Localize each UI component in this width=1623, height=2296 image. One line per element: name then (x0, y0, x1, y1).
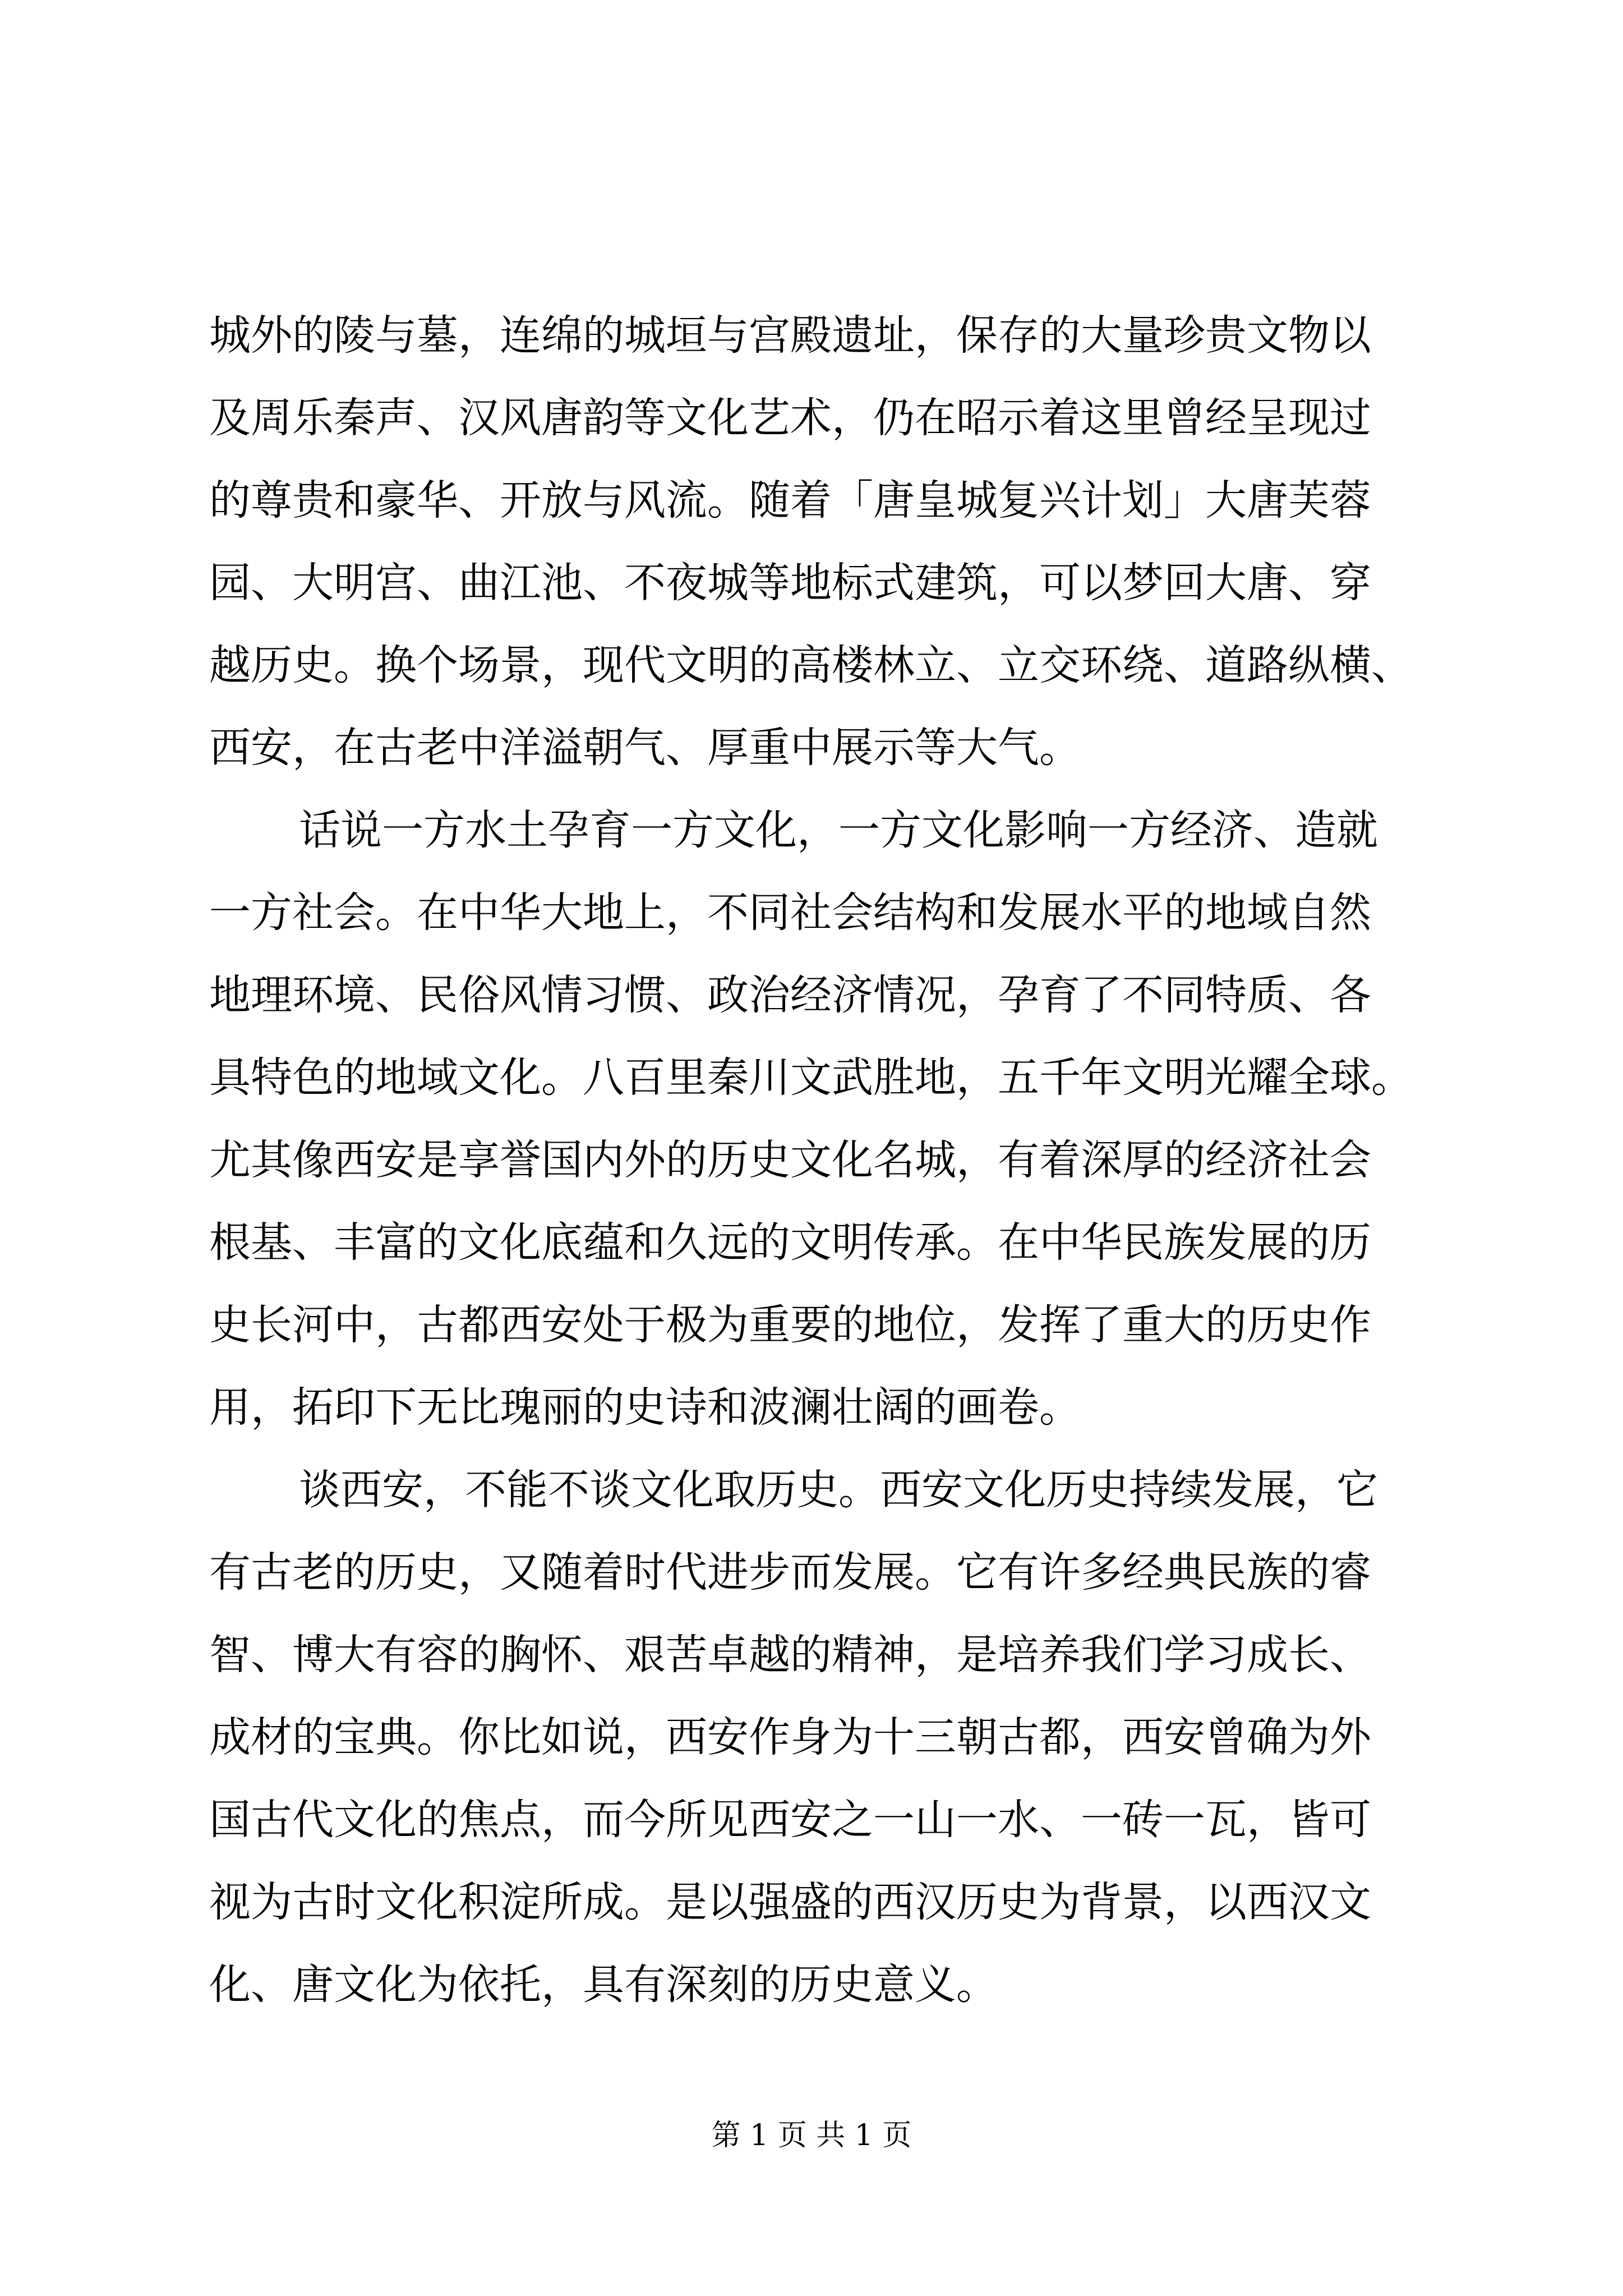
text-line: 化、唐文化为依托，具有深刻的历史意义。 (209, 1961, 998, 2009)
document-body (209, 295, 1415, 2026)
text-line: 西安，在古老中洋溢朝气、厚重中展示等大气。 (209, 724, 1081, 772)
text-line: 越历史。换个场景，现代文明的高楼林立、立交环绕、道路纵横、 (209, 641, 1413, 689)
text-line: 的尊贵和豪华、开放与风流。随着「唐皇城复兴计划」大唐芙蓉 (209, 476, 1371, 524)
page-footer: 第 1 页 共 1 页 (711, 2119, 912, 2152)
text-line: 具特色的地域文化。八百里秦川文武胜地，五千年文明光耀全球。 (209, 1053, 1413, 1102)
text-line: 智、博大有容的胸怀、艰苦卓越的精神，是培养我们学习成长、 (209, 1631, 1371, 1679)
text-line: 城外的陵与墓，连绵的城垣与宫殿遗址，保存的大量珍贵文物以 (209, 311, 1371, 360)
text-line: 有古老的历史，又随着时代进步而发展。它有许多经典民族的睿 (209, 1548, 1371, 1596)
text-line: 史长河中，古都西安处于极为重要的地位，发挥了重大的历史作 (209, 1301, 1371, 1349)
text-line: 根基、丰富的文化底蕴和久远的文明传承。在中华民族发展的历 (209, 1218, 1371, 1267)
text-line: 园、大明宫、曲江池、不夜城等地标式建筑，可以梦回大唐、穿 (209, 559, 1371, 607)
text-line: 用，拓印下无比瑰丽的史诗和波澜壮阔的画卷。 (209, 1383, 1081, 1432)
text-line: 尤其像西安是享誉国内外的历史文化名城，有着深厚的经济社会 (209, 1136, 1371, 1184)
text-line: 一方社会。在中华大地上，不同社会结构和发展水平的地域自然 (209, 889, 1371, 937)
text-line: 成材的宝典。你比如说，西安作身为十三朝古都，西安曾确为外 (209, 1713, 1371, 1761)
text-line: 视为古时文化积淀所成。是以强盛的西汉历史为背景，以西汉文 (209, 1878, 1371, 1926)
text-line: 国古代文化的焦点，而今所见西安之一山一水、一砖一瓦，皆可 (209, 1796, 1371, 1844)
text-line: 地理环境、民俗风情习惯、政治经济情况，孕育了不同特质、各 (209, 971, 1371, 1019)
paragraph-first-line: 话说一方水土孕育一方文化，一方文化影响一方经济、造就 (299, 806, 1378, 854)
paragraph-first-line: 谈西安，不能不谈文化取历史。西安文化历史持续发展，它 (299, 1466, 1378, 1514)
text-line: 及周乐秦声、汉风唐韵等文化艺术，仍在昭示着这里曾经呈现过 (209, 394, 1371, 442)
